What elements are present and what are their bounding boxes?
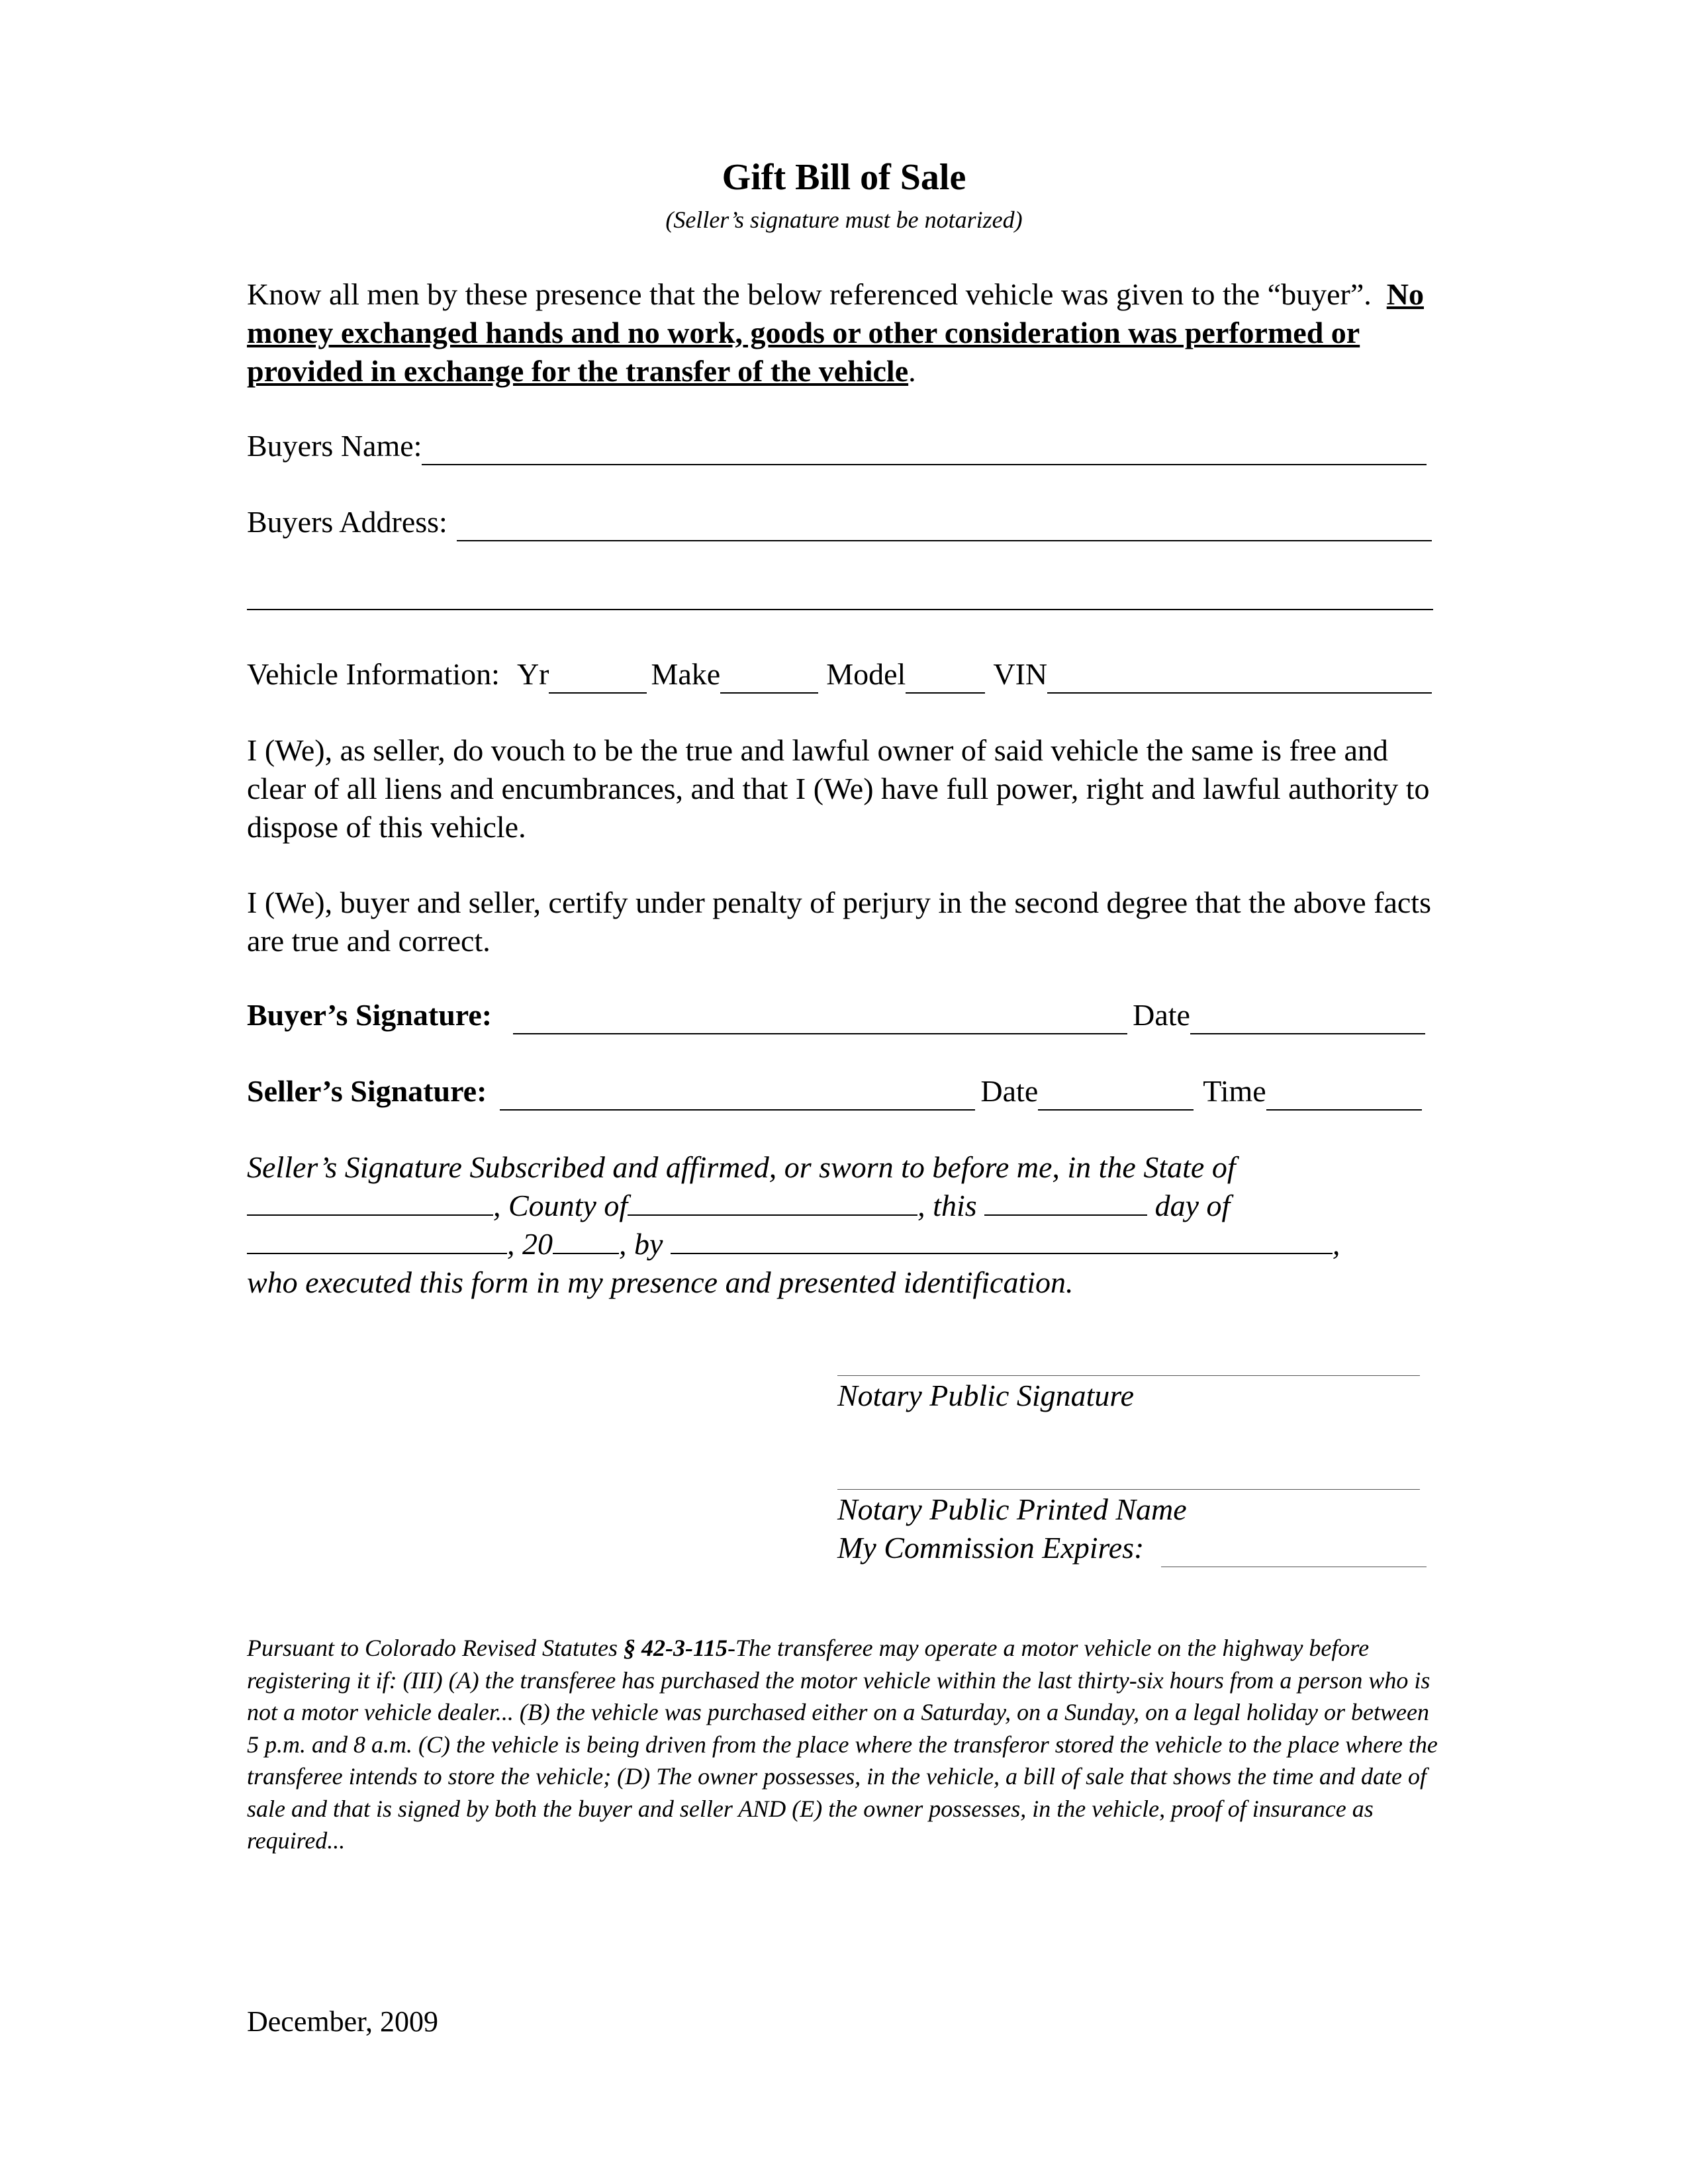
notary-county-label: , County of bbox=[493, 1189, 628, 1222]
buyers-address-label: Buyers Address: bbox=[247, 505, 447, 539]
notary-printed-name-label: Notary Public Printed Name bbox=[837, 1492, 1187, 1526]
buyer-date-field[interactable] bbox=[1190, 1003, 1425, 1034]
vehicle-model-label: Model bbox=[826, 657, 906, 691]
commission-expires-field[interactable] bbox=[1161, 1537, 1427, 1567]
vehicle-yr-label: Yr bbox=[516, 657, 549, 691]
intro-paragraph bbox=[247, 275, 1438, 390]
buyer-signature-field[interactable] bbox=[513, 1003, 1127, 1034]
seller-time-field[interactable] bbox=[1266, 1079, 1422, 1111]
notary-state-field[interactable] bbox=[247, 1188, 493, 1216]
vehicle-make-field[interactable] bbox=[720, 662, 818, 694]
certify-paragraph: I (We), buyer and seller, certify under penalty of perjury in the second degree that the above facts are true and correct. bbox=[247, 886, 1431, 958]
statute-text: -The transferee may operate a motor vehicle on the highway before registering it if: (III) (A) the transferee has purchased the motor vehicle within the last thirty-six hours from a person who is not a motor vehicle dealer... (B) the vehicle was purchased either on a Saturday, on a Sunday, on a legal holiday or between 5 p.m. and 8 a.m. (C) the vehicle is being driven from the place where the transferor stored the vehicle to the place where the transferee intends to store the vehicle; (D) The owner possesses, in the vehicle, a bill of sale that shows the time and date of sale and that is signed by both the buyer and seller AND (E) the owner possesses, in the vehicle, proof of insurance as required... bbox=[247, 1635, 1438, 1854]
seller-signature-field[interactable] bbox=[500, 1079, 975, 1111]
seller-date-label: Date bbox=[980, 1074, 1039, 1108]
commission-expires-row bbox=[837, 1529, 1427, 1567]
statute-lead: Pursuant to Colorado Revised Statutes bbox=[247, 1635, 618, 1661]
notary-this-label: , this bbox=[917, 1189, 977, 1222]
buyers-name-label: Buyers Name: bbox=[247, 429, 422, 463]
seller-vouch-paragraph: I (We), as seller, do vouch to be the true and lawful owner of said vehicle the same is free and clear of all liens and encumbrances, and that I (We) have full power, right and lawful authority to dispose of this vehicle. bbox=[247, 733, 1430, 844]
buyer-signature-label: Buyer’s Signature: bbox=[247, 998, 492, 1032]
notary-month-field[interactable] bbox=[247, 1226, 507, 1254]
buyers-address-field[interactable] bbox=[457, 510, 1432, 541]
notary-line-3 bbox=[247, 1225, 1438, 1263]
notary-county-field[interactable] bbox=[628, 1188, 917, 1216]
notary-by-field[interactable] bbox=[671, 1226, 1333, 1254]
notary-public-signature-label: Notary Public Signature bbox=[837, 1379, 1135, 1412]
notary-line-2 bbox=[247, 1187, 1438, 1225]
buyers-address-field-line2[interactable] bbox=[247, 609, 1433, 610]
notary-by-label: , by bbox=[619, 1227, 663, 1261]
seller-time-label: Time bbox=[1203, 1074, 1266, 1108]
statute-section: § 42-3-115 bbox=[623, 1635, 727, 1661]
vehicle-vin-field[interactable] bbox=[1047, 662, 1432, 694]
notary-day-of-label: day of bbox=[1154, 1189, 1231, 1222]
intro-end: . bbox=[908, 354, 916, 388]
vehicle-vin-label: VIN bbox=[993, 657, 1048, 691]
notary-line-4: who executed this form in my presence and presented identification. bbox=[247, 1265, 1074, 1299]
vehicle-yr-field[interactable] bbox=[549, 662, 647, 694]
intro-lead: Know all men by these presence that the below referenced vehicle was given to the “buyer”. bbox=[247, 277, 1372, 311]
buyers-address-row bbox=[247, 503, 1432, 541]
footer-date: December, 2009 bbox=[247, 2005, 439, 2038]
vehicle-make-label: Make bbox=[651, 657, 721, 691]
notary-day-field[interactable] bbox=[984, 1188, 1147, 1216]
notary-twenty-label: , 20 bbox=[507, 1227, 553, 1261]
buyers-name-field[interactable] bbox=[422, 433, 1427, 465]
buyer-date-label: Date bbox=[1133, 998, 1190, 1032]
intro-emphasis: No money exchanged hands and no work, goods or other consideration was performed or provided in exchange for the transfer of the vehicle bbox=[247, 277, 1424, 388]
notary-comma: , bbox=[1332, 1227, 1340, 1261]
seller-date-field[interactable] bbox=[1038, 1079, 1194, 1111]
notarized-note: (Seller’s signature must be notarized) bbox=[665, 206, 1023, 233]
notary-year-field[interactable] bbox=[553, 1226, 619, 1254]
notary-printed-name-field[interactable] bbox=[837, 1489, 1420, 1490]
vehicle-info-label: Vehicle Information: bbox=[247, 657, 500, 691]
statute-paragraph bbox=[247, 1632, 1445, 1857]
seller-signature-row bbox=[247, 1072, 1422, 1111]
buyers-name-row bbox=[247, 427, 1427, 465]
buyer-signature-row bbox=[247, 996, 1425, 1034]
notary-line-1: Seller’s Signature Subscribed and affirmed, or sworn to before me, in the State of bbox=[247, 1150, 1236, 1184]
page-title: Gift Bill of Sale bbox=[722, 157, 966, 198]
vehicle-info-row bbox=[247, 655, 1432, 694]
notary-signature-field[interactable] bbox=[837, 1375, 1420, 1376]
commission-expires-label: My Commission Expires: bbox=[837, 1531, 1145, 1565]
seller-signature-label: Seller’s Signature: bbox=[247, 1074, 487, 1108]
vehicle-model-field[interactable] bbox=[906, 662, 985, 694]
